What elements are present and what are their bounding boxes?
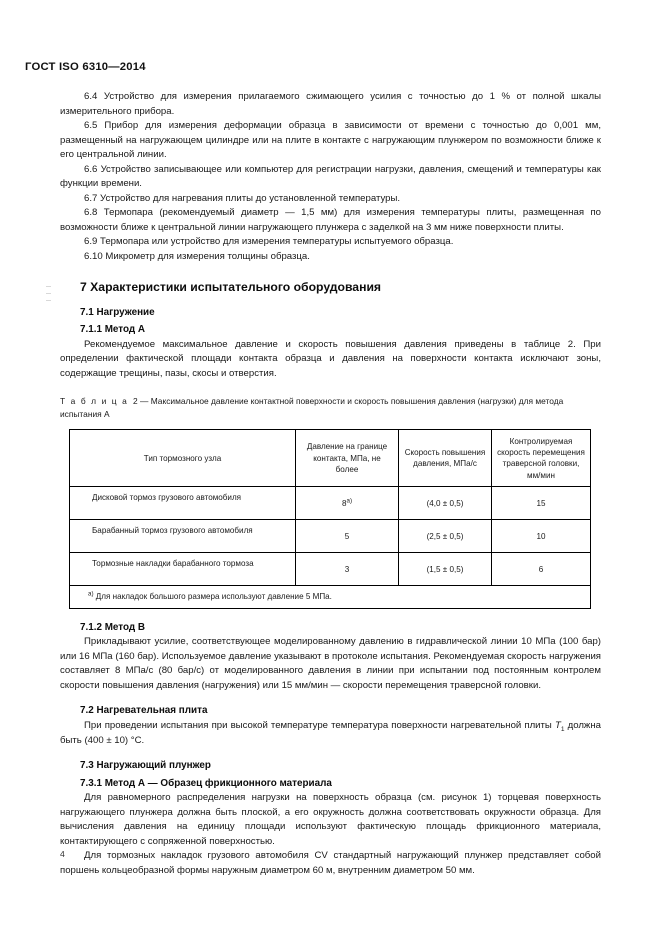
paragraph-7-2-part1: При проведении испытания при высокой температуре температура поверхности нагревательной плиты [84, 719, 555, 731]
paragraph-7-2-part2: должна быть (400 ± 10) °С. [60, 719, 601, 746]
heading-section-7-1-2: 7.1.2 Метод В [80, 621, 146, 633]
table-caption-number: 2 [133, 396, 138, 407]
symbol-temperature: T [554, 719, 561, 731]
table-cell-type: Тормозные накладки барабанного тормоза [70, 553, 296, 586]
table-cell-pressure-value: 8 [341, 498, 347, 508]
clause-6-7: 6.7 Устройство для нагревания плиты до установленной температуры. [84, 192, 401, 204]
table-cell-pressure [296, 487, 399, 520]
margin-mark [46, 286, 51, 287]
clause-6-10: 6.10 Микрометр для измерения толщины образца. [84, 251, 310, 263]
table-cell-rate: (2,5 ± 0,5) [399, 520, 492, 553]
table-caption-text: — Максимальное давление контактной поверхности и скорость повышения давления (нагрузки) для метода испытания А [60, 396, 564, 419]
table-cell-pressure: 3 [296, 553, 399, 586]
table-cell-rate: (4,0 ± 0,5) [399, 487, 492, 520]
table-header-cell-type: Тип тормозного узла [70, 430, 296, 487]
heading-section-7-1: 7.1 Нагружение [80, 306, 155, 318]
heading-section-7-3-1: 7.3.1 Метод А — Образец фрикционного материала [80, 777, 332, 789]
margin-mark [46, 293, 51, 294]
table-cell-rate: (1,5 ± 0,5) [399, 553, 492, 586]
heading-section-7: 7 Характеристики испытательного оборудования [80, 279, 382, 294]
symbol-subscript: 1 [560, 725, 565, 733]
table-header-cell-pressure: Давление на границе контакта, МПа, не более [296, 430, 399, 487]
page-number: 4 [60, 849, 65, 859]
table-cell-speed: 6 [492, 553, 591, 586]
table-cell-type: Дисковой тормоз грузового автомобиля [70, 487, 296, 520]
table-cell-pressure: 5 [296, 520, 399, 553]
table-2-caption [60, 395, 601, 420]
table-row [70, 487, 591, 520]
table-header-cell-speed: Контролируемая скорость перемещения траверсной головки, мм/мин [492, 430, 591, 487]
heading-section-7-2: 7.2 Нагревательная плита [80, 705, 208, 717]
paragraph-7-2 [60, 719, 601, 748]
heading-section-7-3: 7.3 Нагружающий плунжер [80, 760, 211, 772]
paragraph-7-1-1: Рекомендуемое максимальное давление и скорость повышения давления приведены в таблице 2. При определении фактической площади контакта образца и давления на поверхности контакта исключают зоны, содержащие трещины, пазы, скосы и отверстия. [60, 338, 601, 379]
table-footnote [70, 586, 591, 608]
paragraph-7-3-1-b: Для тормозных накладок грузового автомобиля CV стандартный нагружающий плунжер представляет собой поршень кольцеобразной формы наружным диаметром 60 м, внутренним диаметром 50 мм. [60, 850, 601, 876]
table-row [70, 520, 591, 553]
table-cell-type: Барабанный тормоз грузового автомобиля [70, 520, 296, 553]
clause-6-9: 6.9 Термопара или устройство для измерения температуры испытуемого образца. [84, 236, 454, 248]
paragraph-7-1-2: Прикладывают усилие, соответствующее моделированному давлению в гидравлической линии 10 МПа (100 бар) или 16 МПа (160 бар). Используемое давление указывают в протоколе испытания. Рекомендуемая скорость нагружения составляет 8 МПа/с (80 бар/с) от моделированного давления в линии при испытании под постоянным контролем скорости повышения давления (нагружения) или 15 мм/мин — скорости перемещения траверсной головки. [60, 636, 601, 691]
paragraph-7-3-1-a: Для равномерного распределения нагрузки на поверхность образца (см. рисунок 1) торцевая поверхность нагружающего плунжера должна быть плоской, а его окружность должна соответствовать окружности образца. Для вычисления давления на единицу площади используют фактическую площадь фрикционного материала, контактирующего с сопряженной поверхностью. [60, 792, 601, 847]
heading-section-7-1-1: 7.1.1 Метод А [80, 324, 146, 336]
body-block [60, 90, 601, 878]
table-cell-speed: 15 [492, 487, 591, 520]
margin-mark [46, 300, 51, 301]
table-caption-label: Т а б л и ц а [60, 396, 129, 407]
clause-6-8: 6.8 Термопара (рекомендуемый диаметр — 1,5 мм) для измерения температуры плиты, размещенная по возможности ближе к центральной линии нагружающего плунжера с заделкой на 3 мм ниже поверхности плиты. [60, 207, 601, 233]
table-header-row [70, 430, 591, 487]
table-header-cell-rate: Скорость повышения давления, МПа/с [399, 430, 492, 487]
footnote-marker: а) [88, 590, 94, 598]
table-2 [69, 429, 591, 608]
footnote-marker: а) [346, 497, 353, 504]
clause-6-4: 6.4 Устройство для измерения прилагаемого сжимающего усилия с точностью до 1 % от полной шкалы измерительного прибора. [60, 91, 601, 117]
clause-6-6: 6.6 Устройство записывающее или компьютер для регистрации нагрузки, давления, смещений и температуры как функции времени. [60, 163, 601, 190]
table-cell-speed: 10 [492, 520, 591, 553]
clause-6-5: 6.5 Прибор для измерения деформации образца в зависимости от времени с точностью до 0,001 мм, размещенный на нагружающем цилиндре или на плите в контакте с нагружающим плунжером по возможности ближе к его центральной линии. [60, 120, 601, 161]
footnote-text: Для накладок большого размера используют давление 5 МПа. [93, 592, 332, 602]
table-footnote-row [70, 586, 591, 608]
table-row [70, 553, 591, 586]
document-header: ГОСТ ISO 6310—2014 [25, 61, 146, 73]
page-content [60, 0, 601, 936]
